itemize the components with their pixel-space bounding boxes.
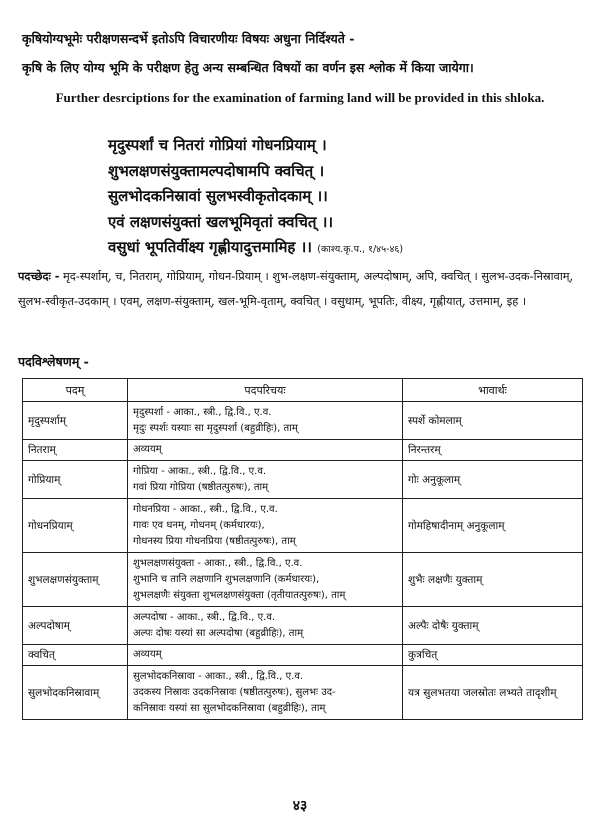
padaccheda-paragraph [18,265,588,314]
table-row [23,607,583,645]
header-parichaya: पदपरिचयः [128,379,403,402]
parichaya-line: शुभलक्षणैः संयुक्ता शुभलक्षणसंयुक्ता (तृतीयातत्पुरुषः), ताम् [133,589,346,601]
cell-bhavartha: यत्र सुलभतया जलस्रोतः लभ्यते तादृशीम् [403,666,583,720]
header-bhavartha: भावार्थः [403,379,583,402]
table-body [23,402,583,720]
parichaya-line: अव्ययम् [133,444,162,455]
padaccheda-label: पदच्छेदः - [18,270,60,283]
parichaya-line: उदकस्य निस्रावः उदकनिस्रावः (षष्ठीतत्पुरुषः), सुलभः उद- [133,686,336,698]
parichaya-line: मृदुस्पर्शा - आका., स्त्री., द्वि.वि., ए.व. [133,406,272,418]
shloka-line: सुलभोदकनिस्रावां सुलभस्वीकृतोदकाम् ।। [108,187,328,205]
intro-sanskrit: कृषियोग्यभूमेः परीक्षणसन्दर्भे इतोऽपि विचारणीयः विषयः अधुना निर्दिश्यते - [22,31,355,46]
cell-pada: सुलभोदकनिस्रावाम् [23,666,128,720]
cell-bhavartha: अल्पैः दोषैः युक्ताम् [403,607,583,645]
table-header-row [23,379,583,402]
cell-pada: क्वचित् [23,645,128,666]
page-number: ४३ [292,798,308,814]
parichaya-line: अव्ययम् [133,649,162,660]
parichaya-line: शुभलक्षणसंयुक्ता - आका., स्त्री., द्वि.वि., ए.व. [133,557,303,569]
cell-pada: नितराम् [23,440,128,461]
shloka-last-line [108,237,403,263]
cell-pada: गोप्रियाम् [23,461,128,499]
header-pada: पदम् [23,379,128,402]
pada-analysis-table [22,378,583,720]
table-row [23,440,583,461]
parichaya-line: कनिस्रावः यस्यां सा सुलभोदकनिस्रावा (बहुव्रीहिः), ताम् [133,702,326,714]
cell-pada: अल्पदोषाम् [23,607,128,645]
shloka-line: वसुधां भूपतिर्वीक्ष्य गृह्णीयादुत्तमामिह ।। [108,238,312,256]
cell-parichaya [128,440,403,461]
shloka-reference: (काश्य.कृ.प., १/४५-४६) [317,244,404,255]
intro-english: Further desrciptions for the examination of farming land will be provided in this shloka. [55,90,545,105]
table-row [23,499,583,553]
cell-pada: मृदुस्पर्शाम् [23,402,128,440]
cell-parichaya [128,607,403,645]
cell-parichaya [128,461,403,499]
cell-parichaya [128,402,403,440]
cell-bhavartha: निरन्तरम् [403,440,583,461]
table-row [23,402,583,440]
shloka-line: एवं लक्षणसंयुक्तां खलभूमिवृतां क्वचित् ।। [108,212,334,231]
parichaya-line: अल्पः दोषः यस्यां सा अल्पदोषा (बहुव्रीहिः), ताम् [133,627,304,639]
cell-parichaya [128,499,403,553]
cell-parichaya [128,645,403,666]
parichaya-line: सुलभोदकनिस्रावा - आका., स्त्री., द्वि.वि., ए.व. [133,670,304,682]
shloka-block [108,135,403,263]
cell-parichaya [128,666,403,720]
cell-bhavartha: स्पर्शे कोमलाम् [403,402,583,440]
table-row [23,666,583,720]
parichaya-line: गोधनस्य प्रिया गोधनप्रिया (षष्ठीतत्पुरुषः), ताम् [133,535,296,547]
cell-bhavartha: शुभैः लक्षणैः युक्ताम् [403,553,583,607]
parichaya-line: अल्पदोषा - आका., स्त्री., द्वि.वि., ए.व. [133,611,276,623]
parichaya-line: गवां प्रिया गोप्रिया (षष्ठीतत्पुरुषः), ताम् [133,481,269,493]
table-row [23,645,583,666]
parichaya-line: गावः एव धनम्, गोधनम् (कर्मधारयः), [133,519,265,531]
table-row [23,461,583,499]
shloka-line: मृदुस्पर्शां च नितरां गोप्रियां गोधनप्रियाम् । [108,136,327,154]
cell-bhavartha: गोः अनुकूलाम् [403,461,583,499]
table-row [23,553,583,607]
parichaya-line: गोधनप्रिया - आका., स्त्री., द्वि.वि., ए.व. [133,503,278,515]
cell-bhavartha: कुत्रचित् [403,645,583,666]
parichaya-line: शुभानि च तानि लक्षणानि शुभलक्षणानि (कर्मधारयः), [133,573,320,585]
cell-pada: शुभलक्षणसंयुक्ताम् [23,553,128,607]
cell-bhavartha: गोमहिषादीनाम् अनुकूलाम् [403,499,583,553]
padaccheda-text: मृद-स्पर्शाम्, च, नितराम्, गोप्रियाम्, गोधन-प्रियाम् । शुभ-लक्षण-संयुक्ताम्, अल्पदोषाम्, अपि, क्वचित् । सुलभ-उदक-निस्रावाम्, सुलभ-स्वीकृत-उदकाम् । एवम्, लक्षण-संयुक्ताम्, खल-भूमि-वृताम्, क्वचित् । वसुधाम्, भूपतिः, वीक्ष्य, गृह्णीयात्, उत्तमाम्, इह । [18,270,574,308]
vishleshana-heading: पदविश्लेषणम् - [18,354,89,369]
parichaya-line: गोप्रिया - आका., स्त्री., द्वि.वि., ए.व. [133,465,267,477]
intro-hindi: कृषि के लिए योग्य भूमि के परीक्षण हेतु अन्य सम्बन्धित विषयों का वर्णन इस श्लोक में किया जायेगा। [22,60,474,75]
cell-parichaya [128,553,403,607]
cell-pada: गोधनप्रियाम् [23,499,128,553]
shloka-line: शुभलक्षणसंयुक्तामल्पदोषामपि क्वचित् । [108,161,325,180]
parichaya-line: मृदुः स्पर्शः यस्याः सा मृदुस्पर्शा (बहुव्रीहिः), ताम् [133,422,298,434]
